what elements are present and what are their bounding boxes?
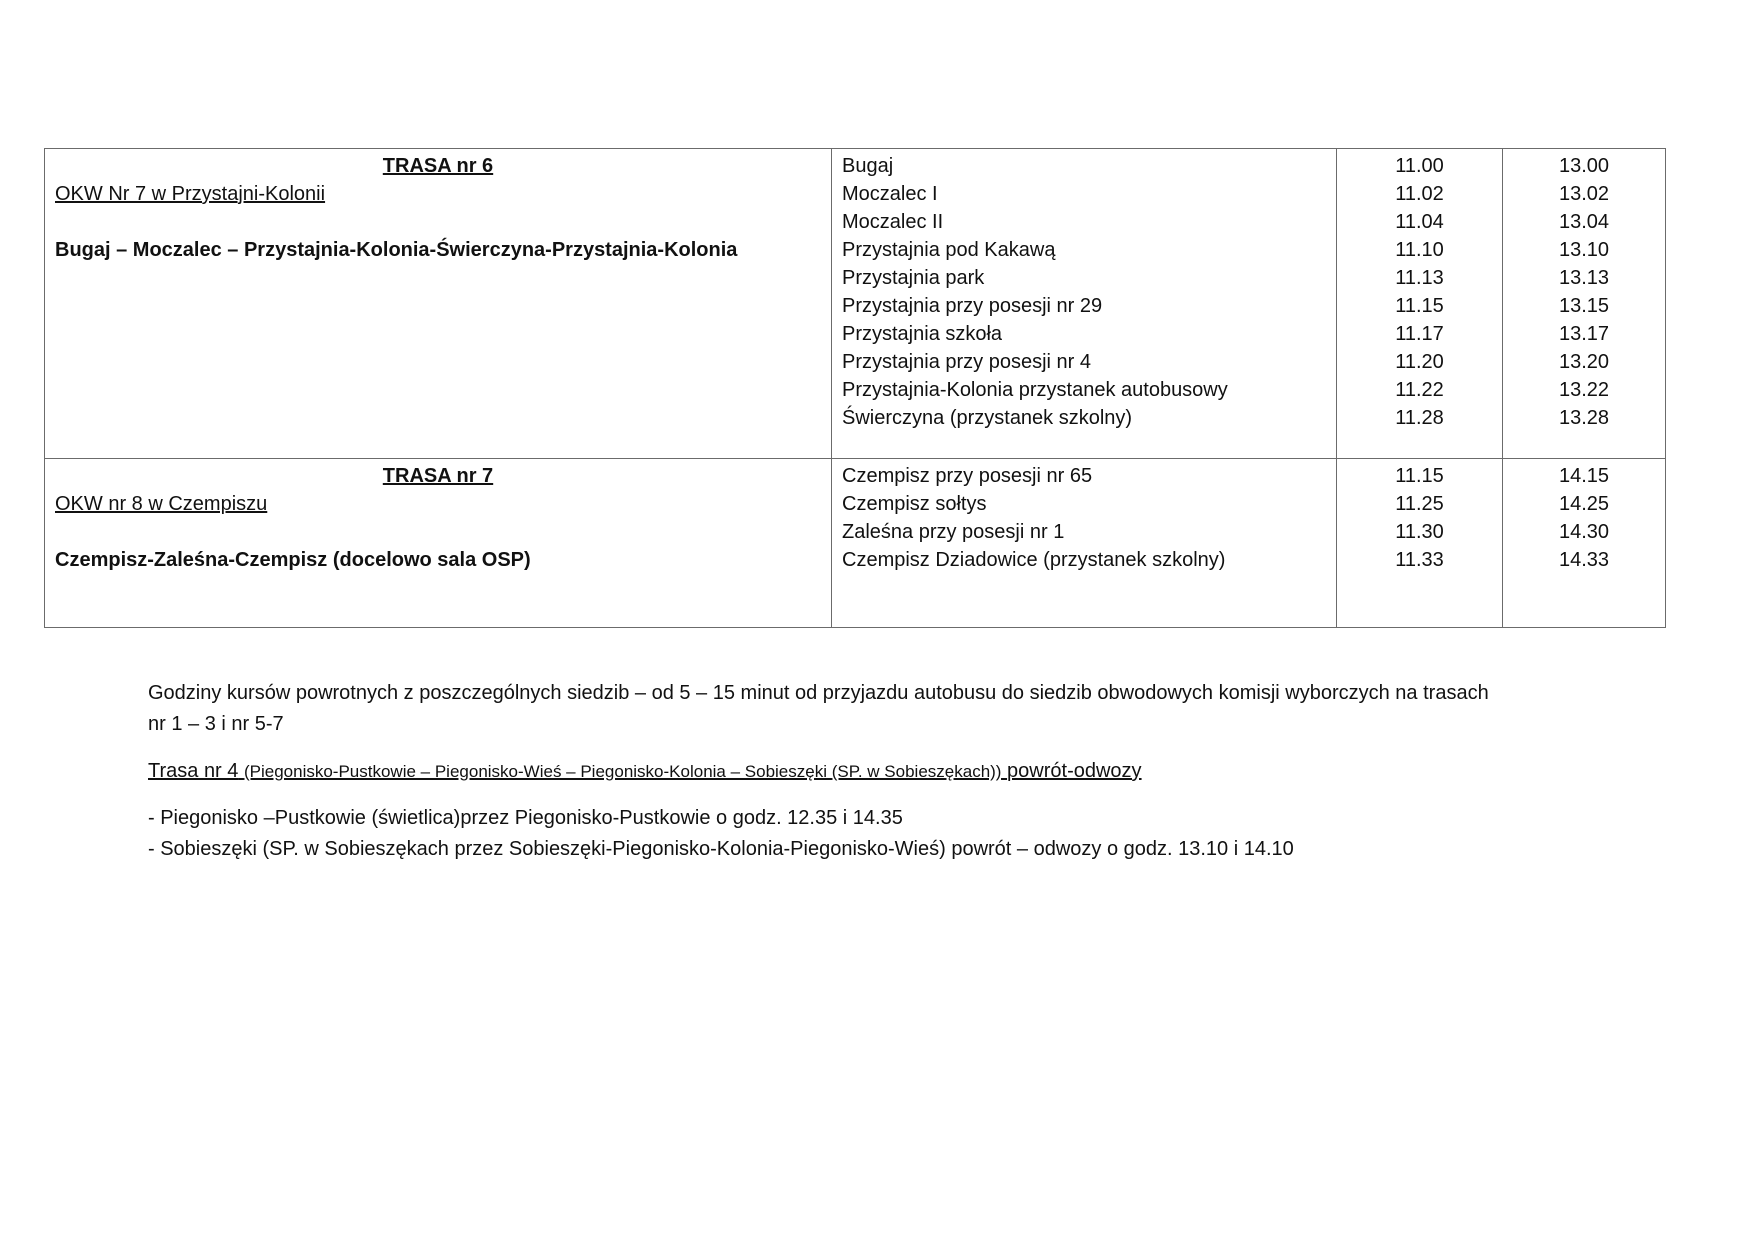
route7-info-cell — [45, 459, 832, 628]
stop-name: Przystajnia przy posesji nr 29 — [842, 295, 1103, 317]
stop-time: 13.22 — [1558, 379, 1610, 401]
return-trips-note-line1: Godziny kursów powrotnych z poszczególnych siedzib – od 5 – 15 minut od przyjazdu autobusu do siedzib obwodowych komisji wyborczych na trasach — [148, 682, 1489, 704]
return-trips-note-line2: nr 1 – 3 i nr 5-7 — [148, 713, 284, 735]
route6-okw: OKW Nr 7 w Przystajni-Kolonii — [55, 183, 326, 205]
stop-time: 13.17 — [1558, 323, 1610, 345]
stop-time: 11.02 — [1395, 183, 1444, 205]
routes-table — [44, 148, 1666, 628]
route7-okw: OKW nr 8 w Czempiszu — [55, 493, 268, 515]
trasa4-prefix: Trasa nr 4 — [148, 760, 239, 782]
stop-time: 13.28 — [1558, 407, 1610, 429]
route6-times1-cell — [1337, 149, 1503, 459]
stop-name: Moczalec II — [842, 211, 944, 233]
stop-time: 11.33 — [1395, 549, 1444, 571]
stop-time: 13.10 — [1558, 239, 1610, 261]
stop-time: 13.15 — [1558, 295, 1610, 317]
stop-name: Czempisz sołtys — [842, 493, 987, 515]
stop-name: Przystajnia przy posesji nr 4 — [842, 351, 1091, 373]
stop-time: 11.28 — [1395, 407, 1444, 429]
stop-time: 14.33 — [1558, 549, 1610, 571]
stop-time: 11.30 — [1395, 521, 1444, 543]
stop-name: Zaleśna przy posesji nr 1 — [842, 521, 1065, 543]
stop-time: 14.30 — [1558, 521, 1610, 543]
route7-times2-cell — [1503, 459, 1666, 628]
route6-row — [45, 149, 1666, 459]
stop-time: 13.13 — [1558, 267, 1610, 289]
stop-time: 11.17 — [1395, 323, 1444, 345]
stop-time: 13.20 — [1558, 351, 1610, 373]
stop-name: Czempisz Dziadowice (przystanek szkolny) — [842, 549, 1226, 571]
trasa4-suffix: powrót-odwozy — [1007, 760, 1142, 782]
route6-title: TRASA nr 6 — [382, 155, 494, 177]
stop-time: 13.02 — [1558, 183, 1610, 205]
stop-name: Przystajnia szkoła — [842, 323, 1003, 345]
trasa4-heading — [148, 756, 1578, 787]
stop-time: 14.15 — [1558, 465, 1610, 487]
route7-path: Czempisz-Zaleśna-Czempisz (docelowo sala OSP) — [55, 549, 531, 571]
trasa4-line1: - Piegonisko –Pustkowie (świetlica)przez Piegonisko-Pustkowie o godz. 12.35 i 14.35 — [148, 807, 903, 829]
route7-stops-cell — [832, 459, 1337, 628]
route6-stops-cell — [832, 149, 1337, 459]
stop-time: 14.25 — [1558, 493, 1610, 515]
route6-times2-cell — [1503, 149, 1666, 459]
stop-time: 11.10 — [1395, 239, 1444, 261]
route7-title: TRASA nr 7 — [382, 465, 494, 487]
stop-name: Przystajnia-Kolonia przystanek autobusowy — [842, 379, 1228, 401]
stop-time: 13.00 — [1558, 155, 1610, 177]
stop-name: Przystajnia park — [842, 267, 985, 289]
stop-time: 11.13 — [1395, 267, 1444, 289]
stop-time: 13.04 — [1558, 211, 1610, 233]
stop-name: Bugaj — [842, 155, 894, 177]
stop-time: 11.15 — [1395, 295, 1444, 317]
stop-name: Przystajnia pod Kakawą — [842, 239, 1056, 261]
route7-times1-cell — [1337, 459, 1503, 628]
route6-info-cell — [45, 149, 832, 459]
stop-name: Świerczyna (przystanek szkolny) — [842, 407, 1133, 429]
route6-path: Bugaj – Moczalec – Przystajnia-Kolonia-Świerczyna-Przystajnia-Kolonia — [55, 239, 738, 261]
stop-time: 11.00 — [1395, 155, 1444, 177]
stop-time: 11.15 — [1395, 465, 1444, 487]
stop-time: 11.22 — [1395, 379, 1444, 401]
trasa4-line2: - Sobieszęki (SP. w Sobieszękach przez Sobieszęki-Piegonisko-Kolonia-Piegonisko-Wieś) powrót – odwozy o godz. 13.10 i 14.10 — [148, 838, 1294, 860]
trasa4-route: (Piegonisko-Pustkowie – Piegonisko-Wieś – Piegonisko-Kolonia – Sobieszęki (SP. w Sobieszękach)) — [243, 762, 1002, 781]
stop-name: Czempisz przy posesji nr 65 — [842, 465, 1093, 487]
stop-name: Moczalec I — [842, 183, 938, 205]
stop-time: 11.25 — [1395, 493, 1444, 515]
stop-time: 11.04 — [1395, 211, 1444, 233]
stop-time: 11.20 — [1395, 351, 1444, 373]
notes-section — [148, 678, 1578, 865]
route7-row — [45, 459, 1666, 628]
